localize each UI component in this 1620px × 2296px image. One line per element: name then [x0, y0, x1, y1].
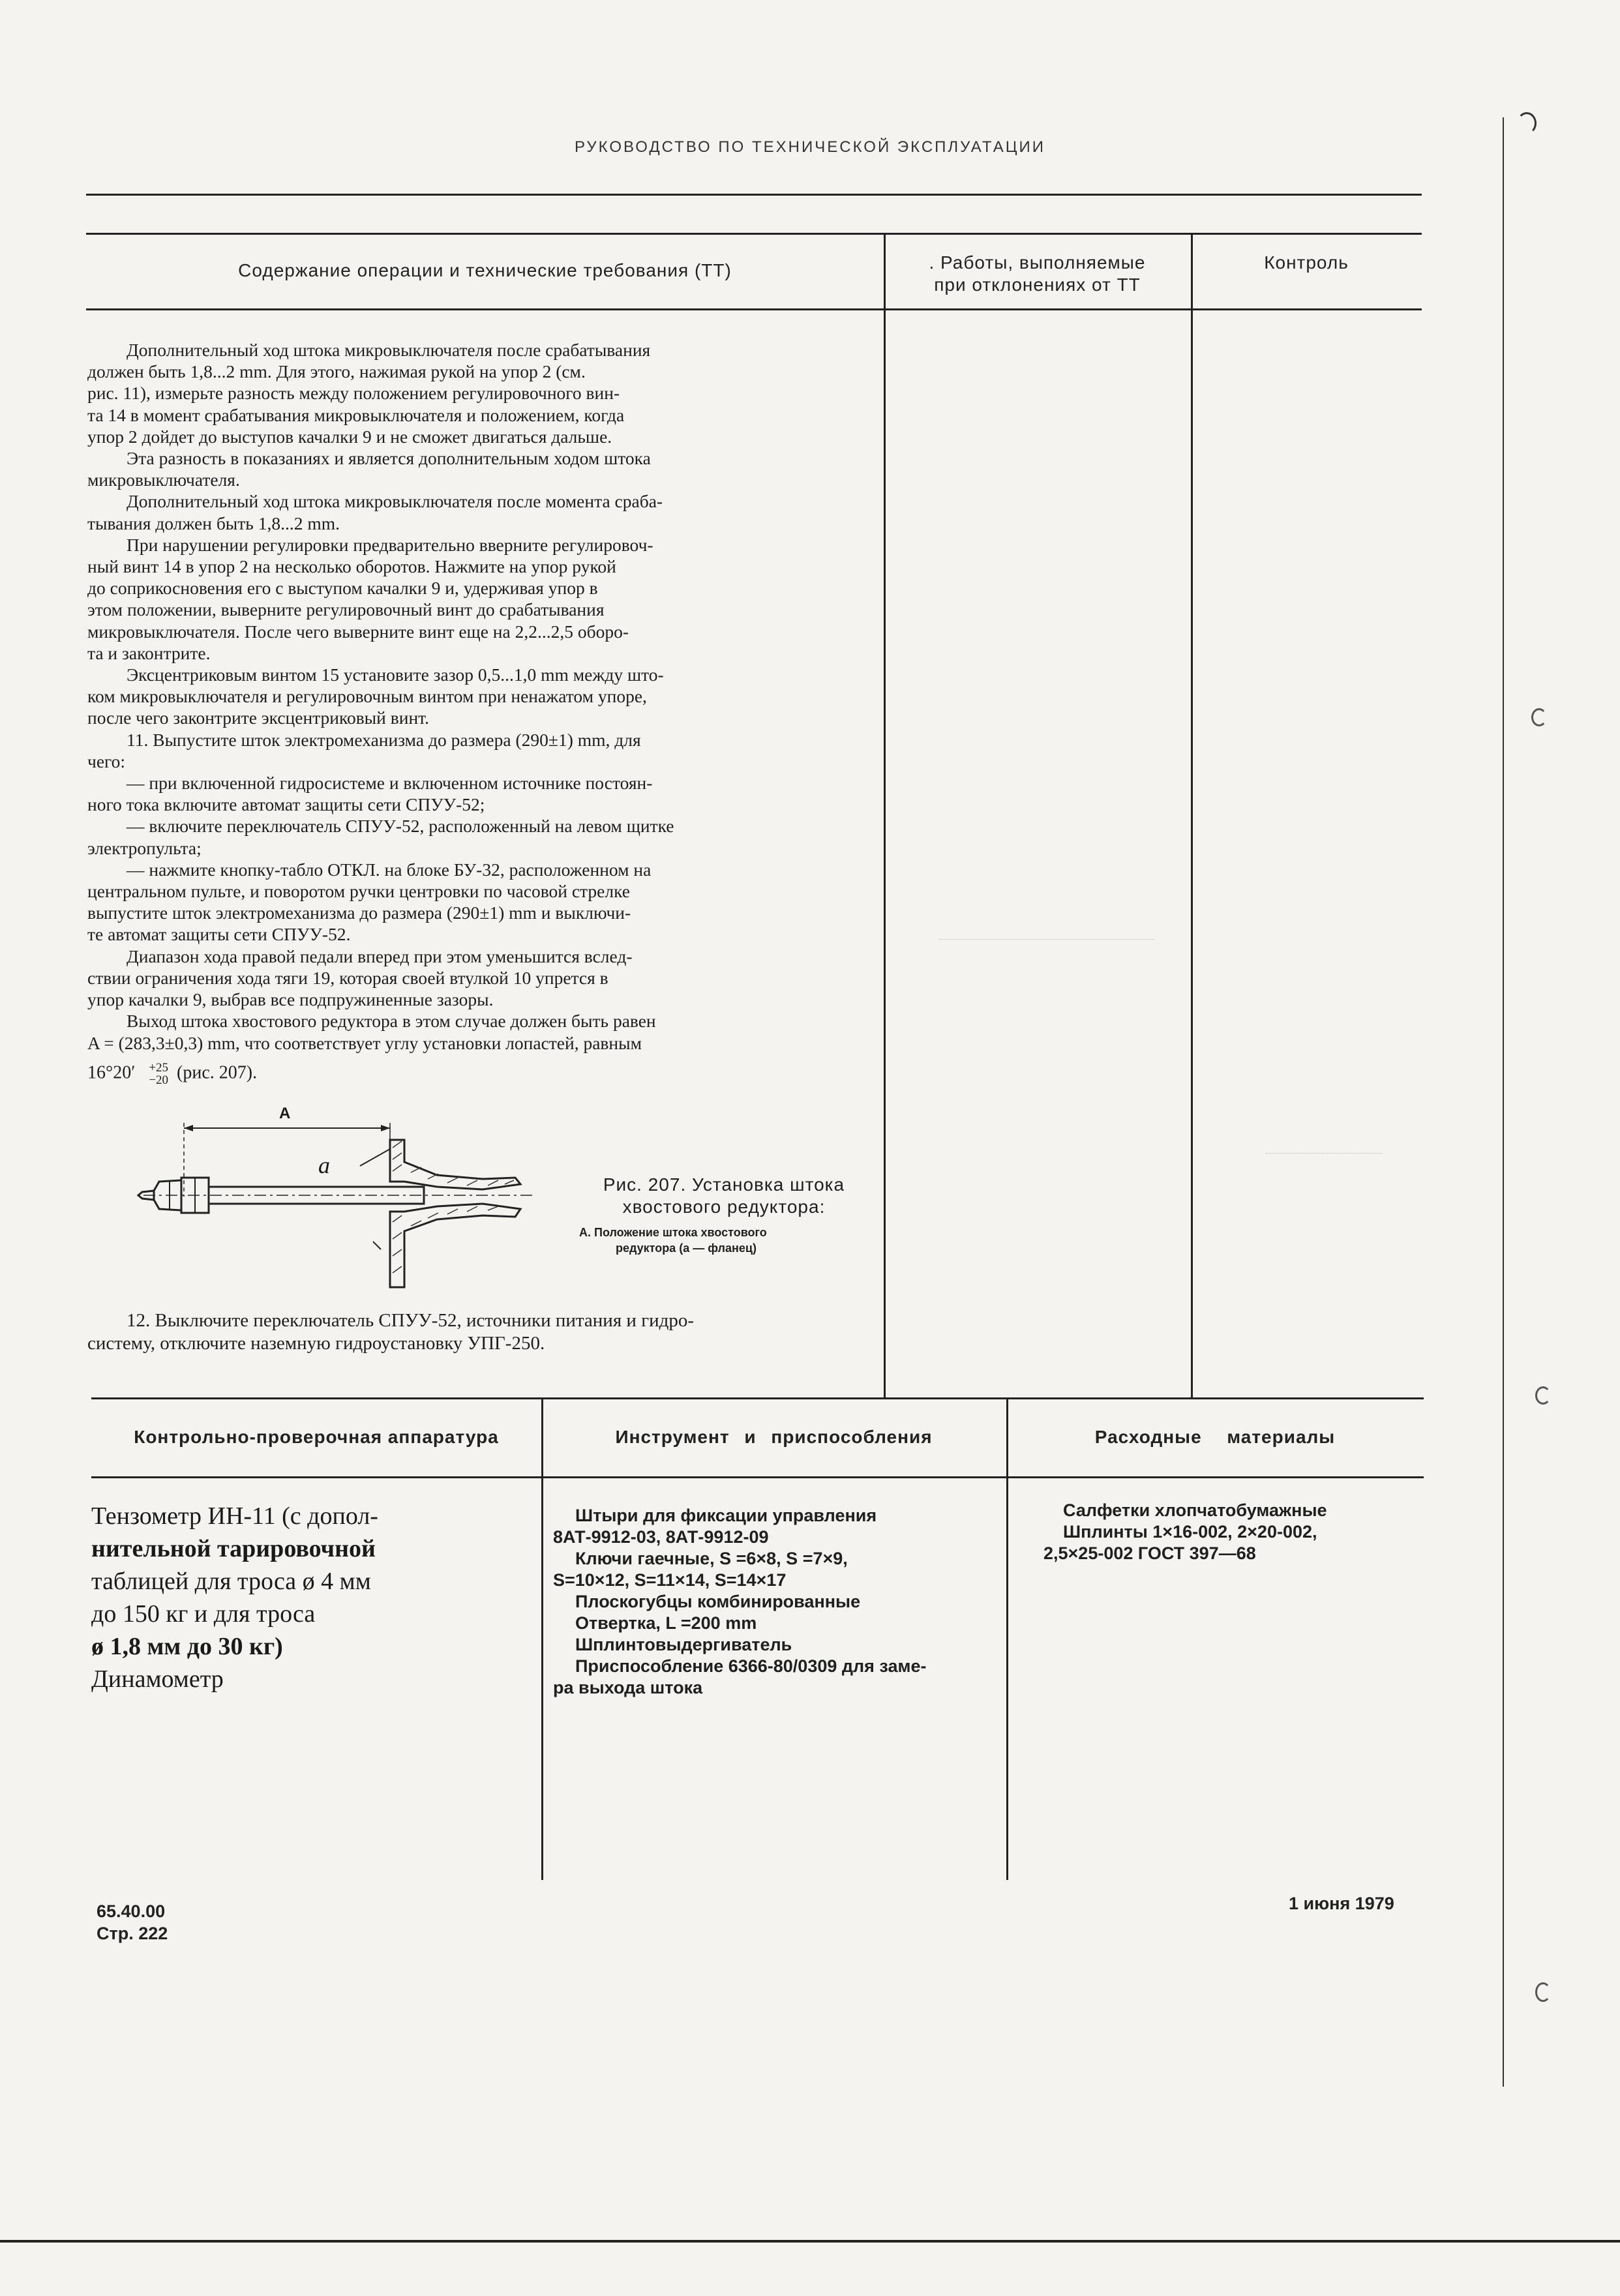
tools-list: [553, 1505, 1003, 1699]
body-line: этом положении, выверните регулировочный винт до срабатывания: [87, 599, 605, 620]
caption-title-line2: хвостового редуктора:: [622, 1197, 826, 1217]
apparatus-line: до 150 кг и для троса: [91, 1600, 316, 1628]
body-line: упор 2 дойдет до выступов качалки 9 и не сможет двигаться дальше.: [87, 426, 612, 447]
body-line: Диапазон хода правой педали вперед при этом уменьшится вслед-: [127, 946, 633, 966]
dim-label-a: A: [279, 1105, 291, 1122]
tools-line: Ключи гаечные, S =6×8, S =7×9,: [575, 1549, 848, 1568]
col-header-control: Контроль: [1264, 252, 1349, 273]
page-bottom-rule: [0, 2240, 1620, 2243]
bottom-header-tools: Инструмент и приспособления: [615, 1427, 933, 1447]
tools-line: Плоскогубцы комбинированные: [575, 1592, 861, 1611]
body-line: чего:: [87, 751, 126, 771]
angle-value: 16°20′: [87, 1062, 136, 1083]
body-line: Эта разность в показаниях и является дополнительным ходом штока: [127, 448, 651, 469]
col-divider-2: [1191, 233, 1193, 1399]
figure-caption: [567, 1174, 880, 1256]
bottom-col-divider-2: [1006, 1397, 1008, 1880]
body-line: электропульта;: [87, 837, 202, 858]
body-line: та 14 в момент срабатывания микровыключателя и положением, когда: [87, 404, 625, 425]
binding-mark: [1535, 1386, 1551, 1405]
step-12-line2: систему, отключите наземную гидроустановку УПГ-250.: [87, 1333, 545, 1354]
footer-doc-info: [97, 1900, 168, 1945]
body-line: должен быть 1,8...2 mm. Для этого, нажимая рукой на упор 2 (см.: [87, 361, 586, 382]
body-line: та и законтрите.: [87, 642, 211, 663]
apparatus-line: Динамометр: [91, 1665, 224, 1693]
angle-spec: [87, 1062, 257, 1086]
binding-mark: [1531, 708, 1547, 726]
apparatus-line: ø 1,8 мм до 30 кг): [91, 1633, 283, 1660]
apparatus-line: Тензометр ИН-11 (с допол-: [91, 1502, 378, 1530]
body-line: — нажмите кнопку-табло ОТКЛ. на блоке БУ-32, расположенном на: [127, 859, 652, 880]
col-header-deviations-line2: при отклонениях от ТТ: [934, 275, 1141, 295]
body-line: При нарушении регулировки предварительно вверните регулировоч-: [127, 534, 653, 555]
angle-fig-ref: (рис. 207).: [177, 1062, 258, 1083]
flange-lower: [390, 1204, 520, 1287]
binding-mark: [1517, 112, 1537, 134]
body-line: Выход штока хвостового редуктора в этом случае должен быть равен: [127, 1011, 656, 1032]
body-line: выпустите шток электромеханизма до размера (290±1) mm и выключи-: [87, 902, 631, 923]
body-line: — включите переключатель СПУУ-52, расположенный на левом щитке: [127, 816, 674, 837]
footer-date: 1 июня 1979: [1289, 1894, 1394, 1913]
materials-list: [1043, 1500, 1415, 1564]
caption-note-line1: A. Положение штока хвостового: [579, 1226, 767, 1239]
flange-leader: [360, 1149, 390, 1166]
tools-line: Приспособление 6366-80/0309 для заме-: [575, 1656, 927, 1676]
caption-title: [567, 1174, 880, 1218]
dim-arrow-right: [381, 1125, 390, 1131]
bottom-header-apparatus: Контрольно-проверочная аппаратура: [134, 1427, 499, 1447]
flange-mark: [373, 1242, 381, 1249]
tools-line: ра выхода штока: [553, 1678, 703, 1697]
bottom-header-materials: Расходные материалы: [1094, 1427, 1336, 1447]
body-line: ного тока включите автомат защиты сети СПУУ-52;: [87, 794, 485, 815]
body-line: упор качалки 9, выбрав все подпружиненные зазоры.: [87, 989, 494, 1010]
materials-line: 2,5×25-002 ГОСТ 397—68: [1043, 1543, 1256, 1563]
bottom-table-top-rule: [91, 1397, 1424, 1399]
body-line: — при включенной гидросистеме и включенном источнике постоян-: [127, 773, 653, 794]
body-line: тывания должен быть 1,8...2 mm.: [87, 513, 340, 533]
body-line: Дополнительный ход штока микровыключателя после срабатывания: [127, 340, 651, 360]
tools-line: Штыри для фиксации управления: [575, 1506, 877, 1525]
caption-title-line1: Рис. 207. Установка штока: [603, 1174, 845, 1195]
angle-tol-lower: −20: [149, 1073, 169, 1087]
bottom-table-head-rule: [91, 1476, 1424, 1478]
binding-mark: [1535, 1982, 1551, 2002]
body-line: A = (283,3±0,3) mm, что соответствует углу установки лопастей, равным: [87, 1032, 642, 1053]
body-line: микровыключателя. После чего выверните винт еще на 2,2...2,5 оборо-: [87, 621, 629, 642]
caption-note: [567, 1225, 880, 1256]
table-top-rule: [86, 233, 1422, 235]
doc-code: 65.40.00: [97, 1901, 166, 1921]
step-12-text: [87, 1309, 877, 1355]
apparatus-line: нительной тарировочной: [91, 1535, 376, 1562]
flange-label-a: a: [318, 1152, 330, 1178]
body-line: ный винт 14 в упор 2 на несколько оборотов. Нажмите на упор рукой: [87, 556, 616, 577]
bottom-col-divider-1: [541, 1397, 543, 1880]
flange-upper: [390, 1140, 520, 1189]
tools-line: 8АТ-9912-03, 8АТ-9912-09: [553, 1527, 769, 1547]
right-binding-line: [1503, 117, 1504, 2087]
table-head-bottom-rule: [86, 308, 1422, 310]
body-line: ствии ограничения хода тяги 19, которая своей втулкой 10 упрется в: [87, 967, 608, 988]
tools-line: Шплинтовыдергиватель: [575, 1635, 792, 1654]
body-line: ком микровыключателя и регулировочным винтом при ненажатом упоре,: [87, 686, 647, 707]
materials-line: Салфетки хлопчатобумажные: [1063, 1500, 1327, 1520]
body-line: Дополнительный ход штока микровыключателя после момента сраба-: [127, 491, 663, 512]
tools-line: Отвертка, L =200 mm: [575, 1613, 757, 1633]
page-number: Стр. 222: [97, 1924, 168, 1943]
materials-line: Шплинты 1×16-002, 2×20-002,: [1063, 1522, 1317, 1542]
tools-line: S=10×12, S=11×14, S=14×17: [553, 1570, 787, 1590]
apparatus-line: таблицей для троса ø 4 мм: [91, 1568, 371, 1595]
operation-text: [87, 339, 877, 1054]
body-line: микровыключателя.: [87, 470, 240, 490]
body-line: Эксцентриковым винтом 15 установите зазор 0,5...1,0 mm между што-: [127, 664, 664, 685]
flange-hatching: [393, 1141, 514, 1273]
col-divider-1: [884, 233, 886, 1399]
header-rule: [86, 194, 1422, 196]
figure-207-drawing: [130, 1102, 548, 1298]
step-11-line: 11. Выпустите шток электромеханизма до размера (290±1) mm, для: [127, 729, 641, 750]
faint-guide: [1265, 1153, 1383, 1154]
col-header-content: Содержание операции и технические требования (ТТ): [238, 260, 732, 280]
body-line: после чего законтрите эксцентриковый винт.: [87, 708, 429, 728]
dim-arrow-left: [184, 1125, 193, 1131]
angle-tolerance: [149, 1062, 168, 1086]
col-header-deviations-line1: . Работы, выполняемые: [929, 252, 1146, 273]
step-12-line1: 12. Выключите переключатель СПУУ-52, источники питания и гидро-: [127, 1310, 695, 1331]
caption-note-line2: редуктора (a — фланец): [616, 1242, 757, 1255]
body-line: до соприкосновения его с выступом качалки 9 и, удерживая упор в: [87, 578, 598, 599]
body-line: центральном пульте, и поворотом ручки центровки по часовой стрелке: [87, 881, 630, 902]
faint-guide: [939, 939, 1154, 940]
col-header-deviations: [884, 252, 1191, 296]
body-line: рис. 11), измерьте разность между положением регулировочного вин-: [87, 383, 620, 404]
body-line: те автомат защиты сети СПУУ-52.: [87, 924, 351, 945]
apparatus-list: [91, 1500, 378, 1695]
running-header: РУКОВОДСТВО ПО ТЕХНИЧЕСКОЙ ЭКСПЛУАТАЦИИ: [574, 138, 1046, 156]
angle-tol-upper: +25: [149, 1061, 169, 1075]
